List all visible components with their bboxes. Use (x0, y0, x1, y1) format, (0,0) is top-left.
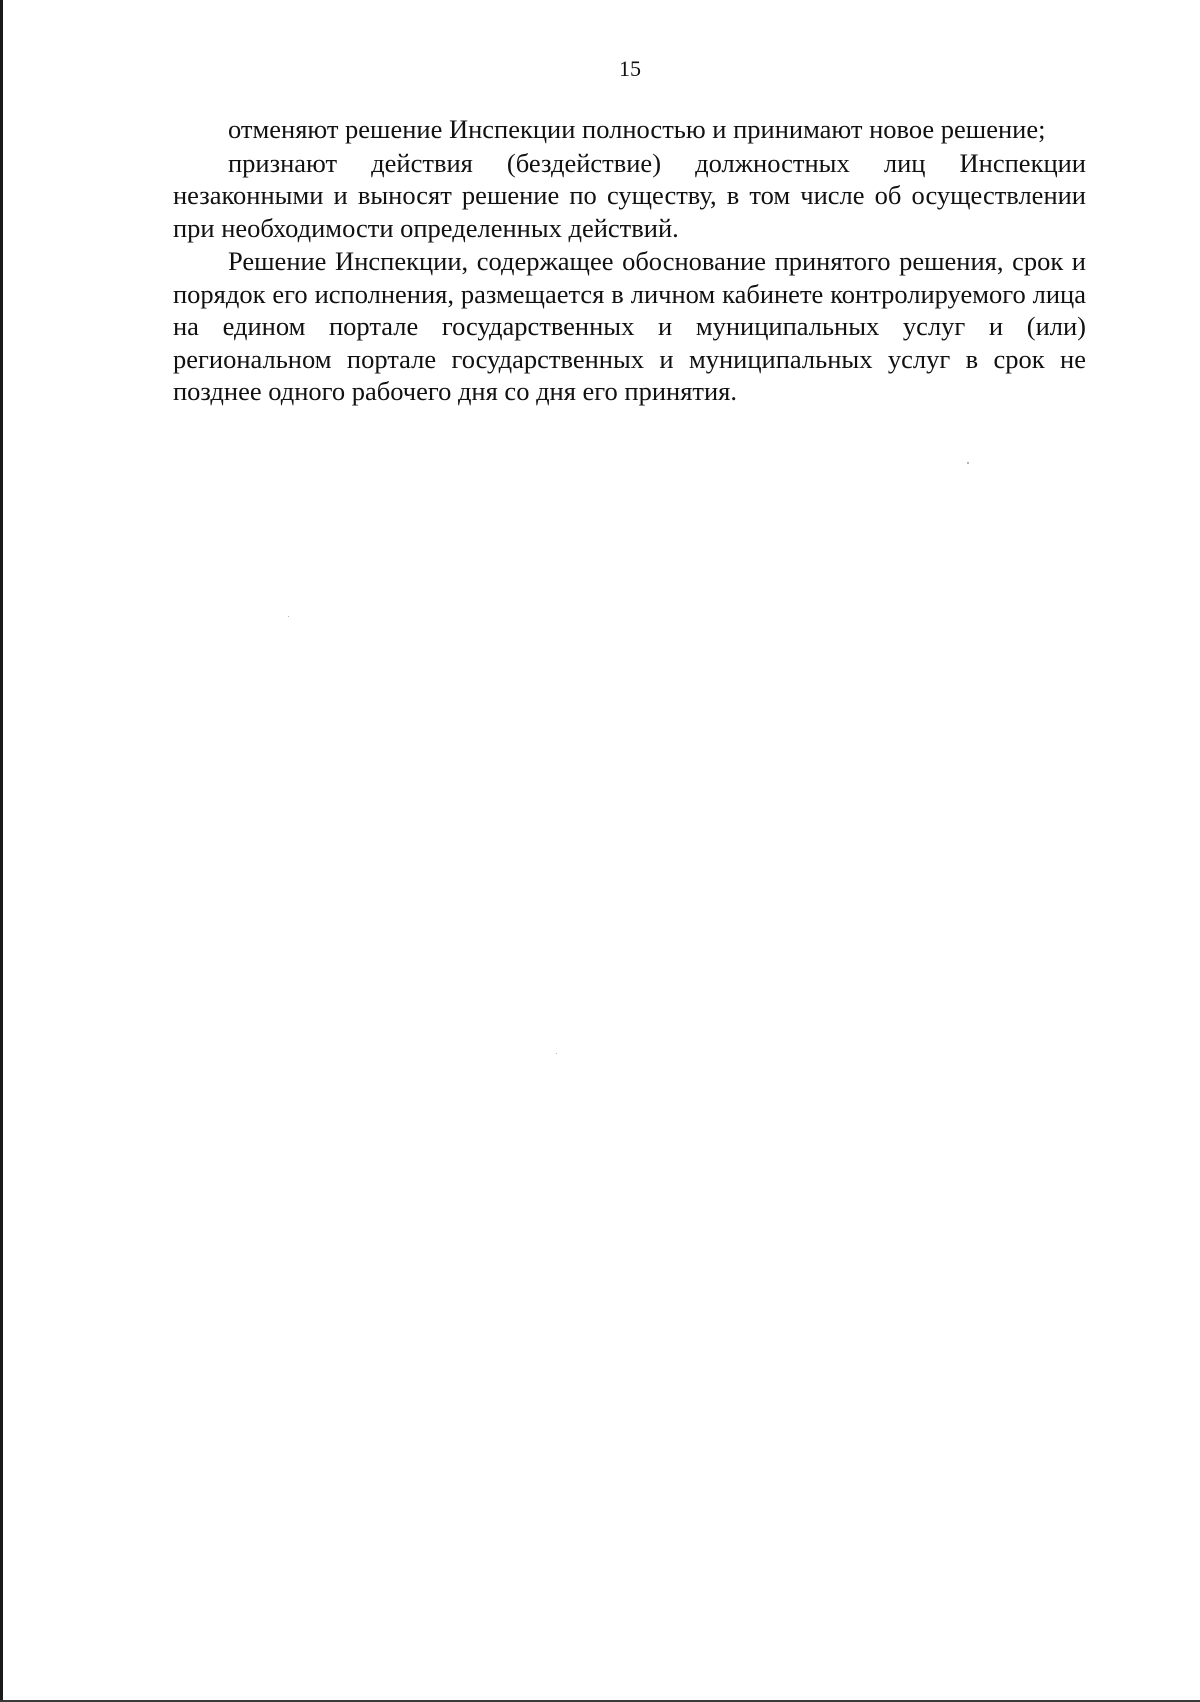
paragraph-cancel-decision: отменяют решение Инспекции полностью и принимают новое решение; (228, 114, 1046, 144)
page-number: 15 (619, 56, 641, 81)
paragraph-actions-unlawful: признают действия (бездействие) должностных лиц Инспекции незаконными и выносят решение по существу, в том числе об осуществлении при необходимости определенных действий. (173, 147, 1086, 243)
scan-left-edge (0, 0, 3, 1702)
document-body (173, 113, 1086, 409)
scan-speck (967, 462, 969, 464)
paragraph-decision-publication: Решение Инспекции, содержащее обоснование принятого решения, срок и порядок его исполнения, размещается в личном кабинете контролируемого лица на едином портале государственных и муниципальных услуг и (или) региональном портале государственных и муниципальных услуг в срок не позднее одного рабочего дня со дня его принятия. (173, 246, 1086, 406)
scan-speck (288, 616, 289, 617)
scan-speck (556, 1053, 557, 1054)
